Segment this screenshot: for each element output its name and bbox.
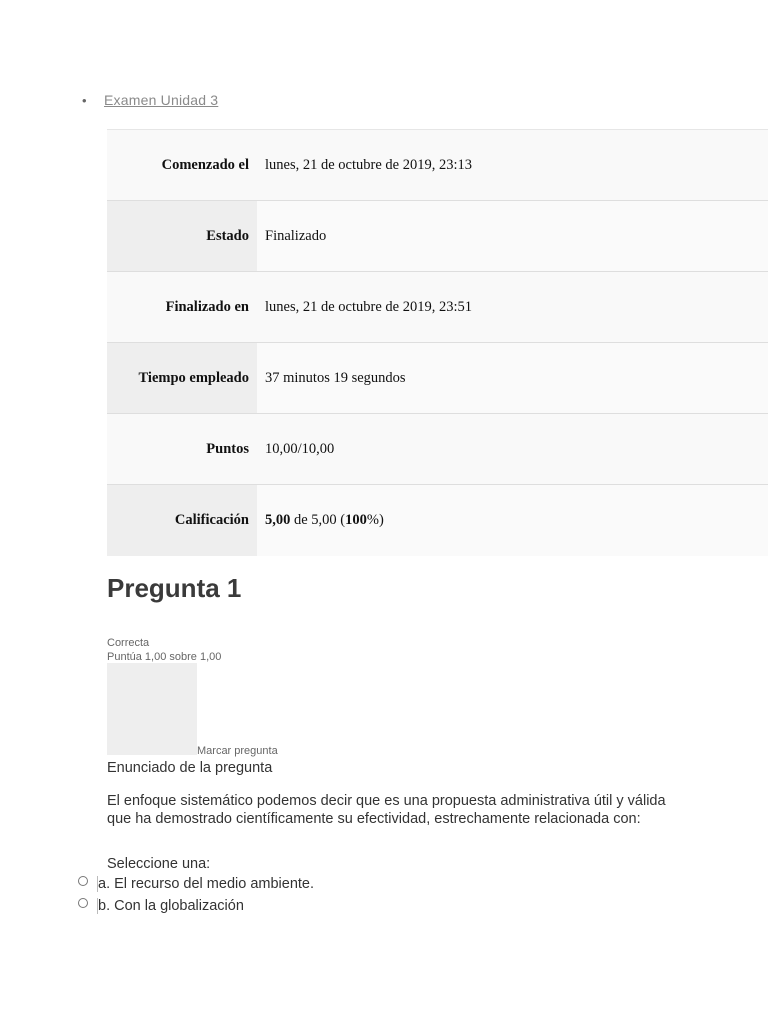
summary-value-grade xyxy=(257,485,768,556)
answer-option-b[interactable] xyxy=(78,898,244,914)
summary-row-state xyxy=(107,201,768,272)
answer-option-a[interactable] xyxy=(78,876,314,892)
summary-value: lunes, 21 de octubre de 2019, 23:13 xyxy=(257,130,768,201)
question-score: Puntúa 1,00 sobre 1,00 xyxy=(107,651,222,663)
summary-row-grade xyxy=(107,485,768,556)
breadcrumb-bullet: • xyxy=(82,93,87,108)
answer-option-label: b. Con la globalización xyxy=(98,898,244,914)
summary-value: Finalizado xyxy=(257,201,768,272)
summary-value: lunes, 21 de octubre de 2019, 23:51 xyxy=(257,272,768,343)
answer-option-label: a. El recurso del medio ambiente. xyxy=(98,876,314,892)
summary-row-points xyxy=(107,414,768,485)
summary-label: Puntos xyxy=(107,414,257,485)
summary-label: Estado xyxy=(107,201,257,272)
summary-value: 10,00/10,00 xyxy=(257,414,768,485)
summary-label: Finalizado en xyxy=(107,272,257,343)
grade-percent: 100 xyxy=(345,511,367,528)
summary-value: 37 minutos 19 segundos xyxy=(257,343,768,414)
breadcrumb xyxy=(82,92,218,108)
grade-percent-suffix: %) xyxy=(366,511,384,528)
summary-row-time-taken xyxy=(107,343,768,414)
flag-question-link[interactable]: Marcar pregunta xyxy=(197,745,278,757)
summary-label: Comenzado el xyxy=(107,130,257,201)
question-state: Correcta xyxy=(107,637,150,649)
grade-score: 5,00 xyxy=(265,511,291,528)
question-heading: Enunciado de la pregunta xyxy=(107,760,273,776)
question-info xyxy=(107,636,221,664)
grade-of: de 5,00 ( xyxy=(290,511,346,528)
summary-row-started xyxy=(107,130,768,201)
breadcrumb-link-exam[interactable]: Examen Unidad 3 xyxy=(104,92,219,108)
answer-prompt: Seleccione una: xyxy=(107,856,211,872)
radio-icon[interactable] xyxy=(78,898,88,908)
summary-row-finished xyxy=(107,272,768,343)
flag-icon-placeholder[interactable] xyxy=(107,663,197,755)
summary-label: Tiempo empleado xyxy=(107,343,257,414)
attempt-summary-table xyxy=(107,129,768,556)
question-title: Pregunta 1 xyxy=(107,573,242,603)
summary-label: Calificación xyxy=(107,485,257,556)
radio-icon[interactable] xyxy=(78,876,88,886)
question-text: El enfoque sistemático podemos decir que es una propuesta administrativa útil y válida que ha demostrado científicamente su efectividad, estrechamente relacionada con: xyxy=(107,793,666,827)
